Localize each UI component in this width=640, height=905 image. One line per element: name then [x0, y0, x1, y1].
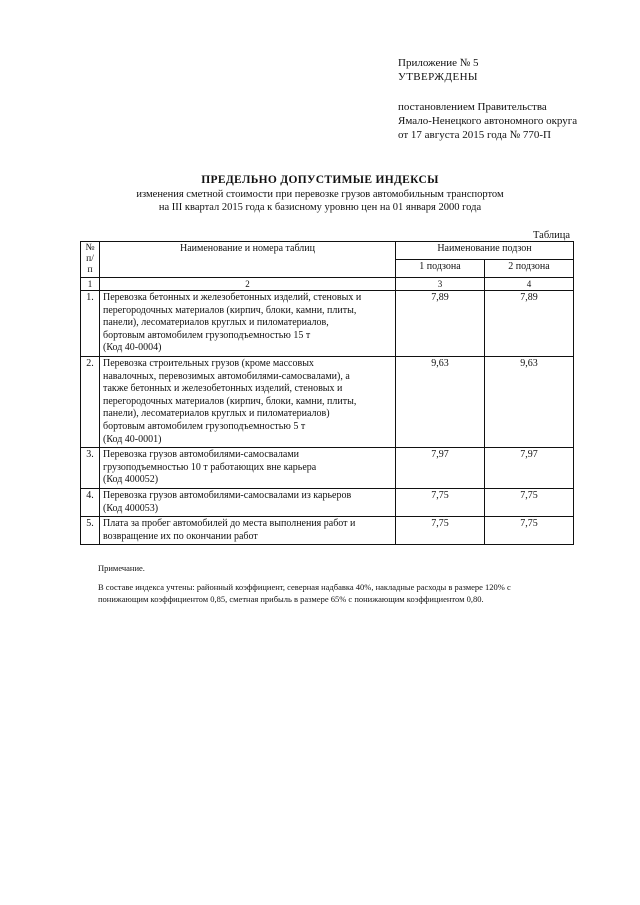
row-line: перегородочных материалов (кирпич, блоки, камни, плиты,: [103, 304, 357, 316]
column-number-1: 1: [81, 278, 100, 291]
table-row: [81, 448, 574, 489]
table-row: [81, 488, 574, 516]
decree-line-3: от 17 августа 2015 года № 770-П: [398, 129, 551, 141]
note-line-2: понижающим коэффициентом 0,85, сметная прибыль в размере 65% с понижающим коэффициентом 0,80.: [98, 594, 484, 604]
row-line: Перевозка бетонных и железобетонных изделий, стеновых и: [103, 292, 362, 303]
row-line: грузоподъемностью 10 т работающих вне карьера: [103, 461, 317, 473]
table-row: [81, 517, 574, 545]
zone-1-value: 9,63: [396, 356, 485, 447]
row-line: (Код 400052): [103, 474, 159, 486]
column-header-zone-2: 2 подзона: [485, 260, 574, 278]
column-header-name: Наименование и номера таблиц: [100, 242, 396, 278]
row-line: Плата за пробег автомобилей до места выполнения работ и: [103, 518, 356, 530]
zone-1-value: 7,75: [396, 488, 485, 516]
table-row: [81, 291, 574, 357]
decree-line-1: постановлением Правительства: [398, 101, 547, 113]
row-line: Перевозка грузов автомобилями-самосвалами: [103, 449, 299, 461]
row-number: 2.: [81, 356, 100, 447]
appendix-label: Приложение № 5: [398, 57, 479, 69]
column-header-zones: Наименование подзон: [396, 242, 574, 260]
approval-header: [398, 56, 628, 142]
zone-1-value: 7,75: [396, 517, 485, 545]
row-description: [100, 488, 396, 516]
row-description: [100, 517, 396, 545]
note-line-1: В составе индекса учтены: районный коэффициент, северная надбавка 40%, накладные расходы в размере 120% с: [98, 582, 511, 592]
subtitle-line-2: на III квартал 2015 года к базисному уровню цен на 01 января 2000 года: [158, 202, 482, 213]
zone-2-value: 7,89: [485, 291, 574, 357]
row-line: панели), лесоматериалов круглых и пиломатериалов): [103, 408, 330, 420]
zone-2-value: 7,75: [485, 517, 574, 545]
column-number-4: 4: [485, 278, 574, 291]
row-line: Перевозка строительных грузов (кроме массовых: [103, 357, 314, 369]
table-row: [81, 356, 574, 447]
row-line: (Код 40-0001): [103, 433, 162, 445]
row-number: 4.: [81, 488, 100, 516]
row-description: [100, 356, 396, 447]
document-subtitle: [0, 188, 640, 214]
row-line: навалочных, перевозимых автомобилями-самосвалами), а: [103, 370, 350, 382]
indices-table: [80, 241, 574, 545]
row-line: также бетонных и железобетонных изделий, стеновых и: [103, 383, 343, 395]
row-number: 5.: [81, 517, 100, 545]
approved-label: УТВЕРЖДЕНЫ: [398, 71, 478, 83]
column-header-zone-1: 1 подзона: [396, 260, 485, 278]
zone-1-value: 7,97: [396, 448, 485, 489]
row-line: бортовым автомобилем грузоподъемностью 15 т: [103, 329, 311, 341]
column-number-2: 2: [100, 278, 396, 291]
table-header-row: [81, 242, 574, 260]
row-line: перегородочных материалов (кирпич, блоки, камни, плиты,: [103, 395, 357, 407]
row-line: бортовым автомобилем грузоподъемностью 5 т: [103, 420, 306, 432]
row-number: 3.: [81, 448, 100, 489]
zone-1-value: 7,89: [396, 291, 485, 357]
zone-2-value: 9,63: [485, 356, 574, 447]
row-number: 1.: [81, 291, 100, 357]
note-block: [98, 562, 598, 605]
row-description: [100, 448, 396, 489]
decree-line-2: Ямало-Ненецкого автономного округа: [398, 115, 578, 127]
row-line: (Код 40-0004): [103, 342, 162, 354]
zone-2-value: 7,75: [485, 488, 574, 516]
row-description: [100, 291, 396, 357]
row-line: Перевозка грузов автомобилями-самосвалами из карьеров: [103, 489, 352, 501]
row-line: (Код 400053): [103, 502, 159, 514]
subtitle-line-1: изменения сметной стоимости при перевозке грузов автомобильным транспортом: [136, 189, 504, 200]
zone-2-value: 7,97: [485, 448, 574, 489]
column-number-row: [81, 278, 574, 291]
table-label: Таблица: [533, 230, 571, 241]
row-line: панели), лесоматериалов круглых и пиломатериалов,: [103, 317, 329, 329]
note-label: Примечание.: [98, 563, 145, 573]
document-title: ПРЕДЕЛЬНО ДОПУСТИМЫЕ ИНДЕКСЫ: [201, 174, 439, 186]
row-line: возвращение их по окончании работ: [103, 530, 258, 542]
column-number-3: 3: [396, 278, 485, 291]
column-header-number: № п/п: [81, 242, 100, 278]
